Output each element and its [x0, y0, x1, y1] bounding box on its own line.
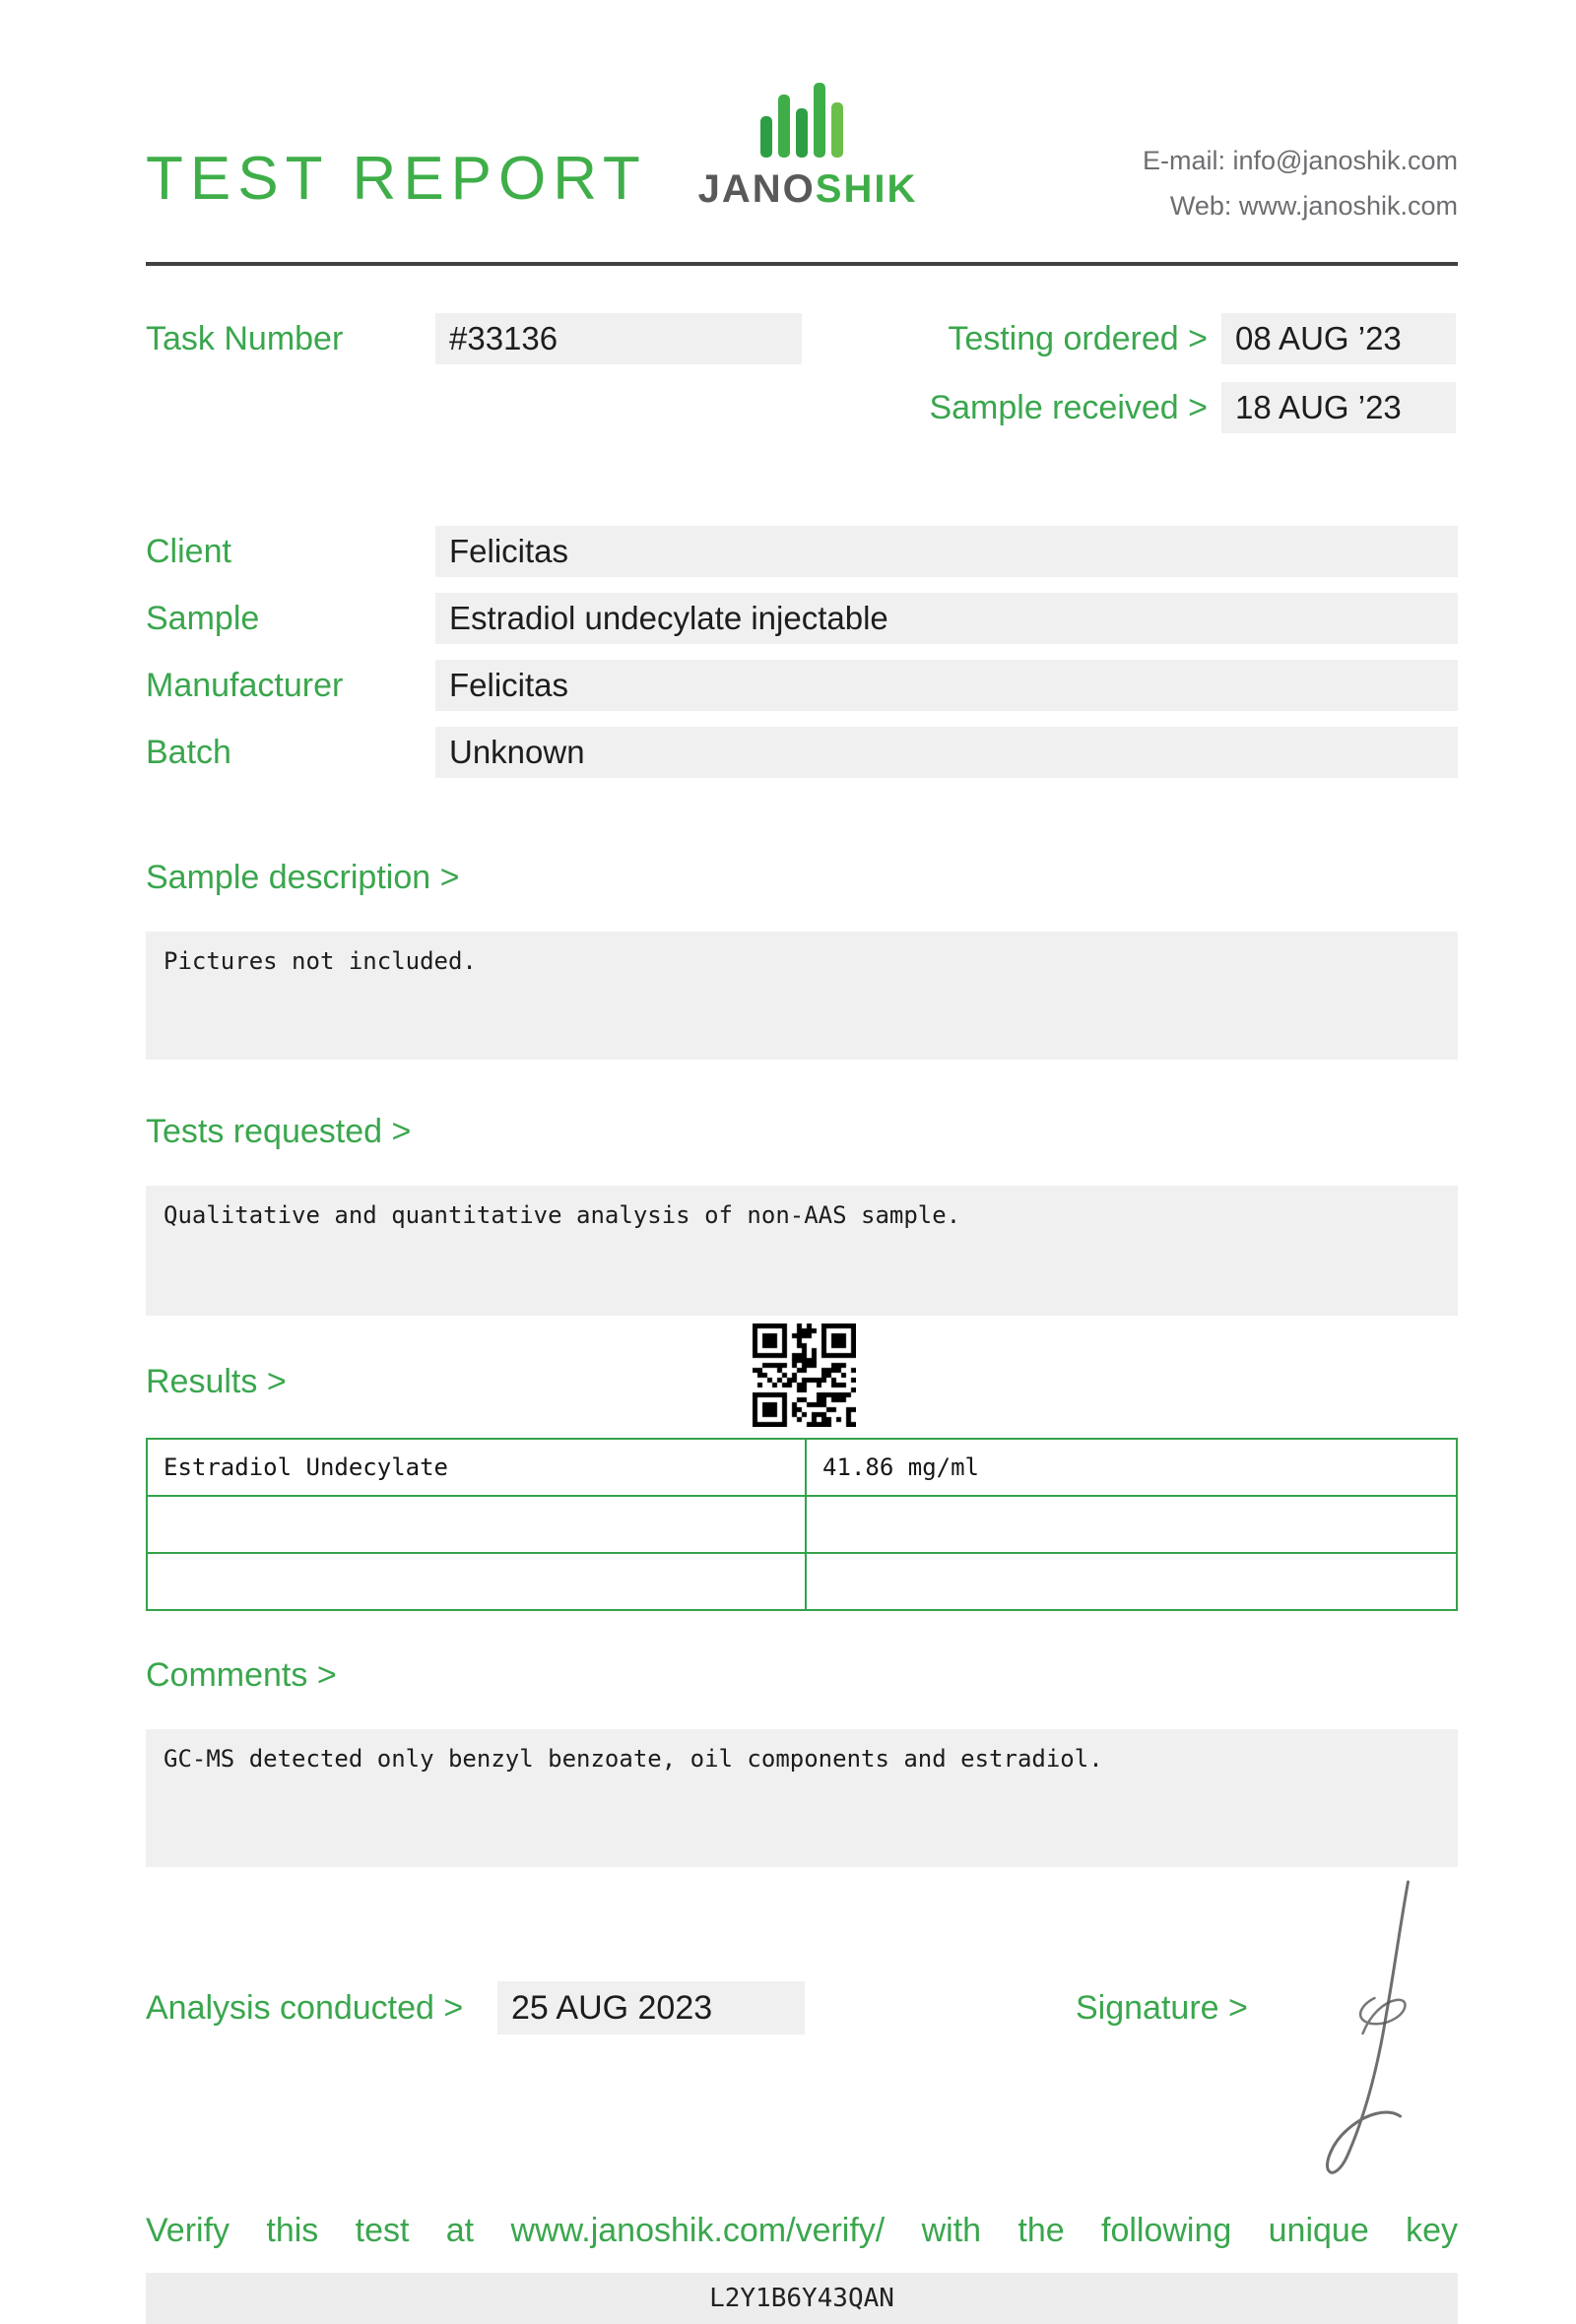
batch-label: Batch	[146, 734, 231, 771]
web-value: www.janoshik.com	[1238, 191, 1458, 221]
testing-ordered-date: 08 AUG ’23	[1221, 313, 1456, 364]
page-title: TEST REPORT	[146, 145, 647, 213]
comments-box: GC-MS detected only benzyl benzoate, oil components and estradiol.	[146, 1729, 1458, 1867]
logo-text-shik: SHIK	[815, 167, 918, 211]
result-value-cell: 41.86 mg/ml	[806, 1439, 1457, 1496]
verify-instruction: Verify this test at www.janoshik.com/verify/ with the following unique key	[146, 2212, 1458, 2249]
web-label: Web:	[1169, 191, 1232, 221]
tests-requested-heading: Tests requested >	[146, 1113, 412, 1150]
email-value: info@janoshik.com	[1232, 146, 1458, 175]
unique-key: L2Y1B6Y43QAN	[146, 2273, 1458, 2324]
header-divider	[146, 262, 1458, 266]
analyte-cell	[147, 1496, 806, 1553]
result-value-cell	[806, 1553, 1457, 1610]
sample-received-date: 18 AUG ’23	[1221, 382, 1456, 433]
result-value-cell	[806, 1496, 1457, 1553]
client-value: Felicitas	[435, 526, 1458, 577]
batch-value: Unknown	[435, 727, 1458, 778]
analyte-cell: Estradiol Undecylate	[147, 1439, 806, 1496]
task-number-label: Task Number	[146, 320, 344, 357]
analysis-conducted-label: Analysis conducted >	[146, 1989, 464, 2027]
email-line	[1143, 138, 1458, 183]
contact-info	[1143, 138, 1458, 228]
logo-text-jano: JANO	[697, 167, 816, 211]
qr-code	[753, 1323, 856, 1427]
analysis-date: 25 AUG 2023	[497, 1981, 805, 2034]
results-table-row	[147, 1553, 1457, 1610]
testing-ordered-label: Testing ordered >	[948, 320, 1208, 357]
comments-heading: Comments >	[146, 1656, 337, 1694]
sample-description-box: Pictures not included.	[146, 932, 1458, 1060]
analyte-cell	[147, 1553, 806, 1610]
signature-image	[1295, 1876, 1438, 2181]
sample-label: Sample	[146, 600, 260, 637]
manufacturer-label: Manufacturer	[146, 667, 344, 704]
logo-bars-icon	[756, 79, 855, 161]
sample-description-heading: Sample description >	[146, 859, 460, 896]
results-table-row	[147, 1439, 1457, 1496]
signature-label: Signature >	[1076, 1989, 1248, 2027]
results-heading: Results >	[146, 1363, 287, 1400]
sample-value: Estradiol undecylate injectable	[435, 593, 1458, 644]
task-number-value: #33136	[435, 313, 802, 364]
manufacturer-value: Felicitas	[435, 660, 1458, 711]
results-table-row	[147, 1496, 1457, 1553]
results-table	[146, 1438, 1458, 1611]
tests-requested-box: Qualitative and quantitative analysis of non-AAS sample.	[146, 1186, 1458, 1316]
email-label: E-mail:	[1142, 146, 1225, 175]
sample-received-label: Sample received >	[929, 389, 1208, 426]
client-label: Client	[146, 533, 231, 570]
logo-wordmark	[680, 167, 936, 212]
web-line	[1143, 183, 1458, 228]
